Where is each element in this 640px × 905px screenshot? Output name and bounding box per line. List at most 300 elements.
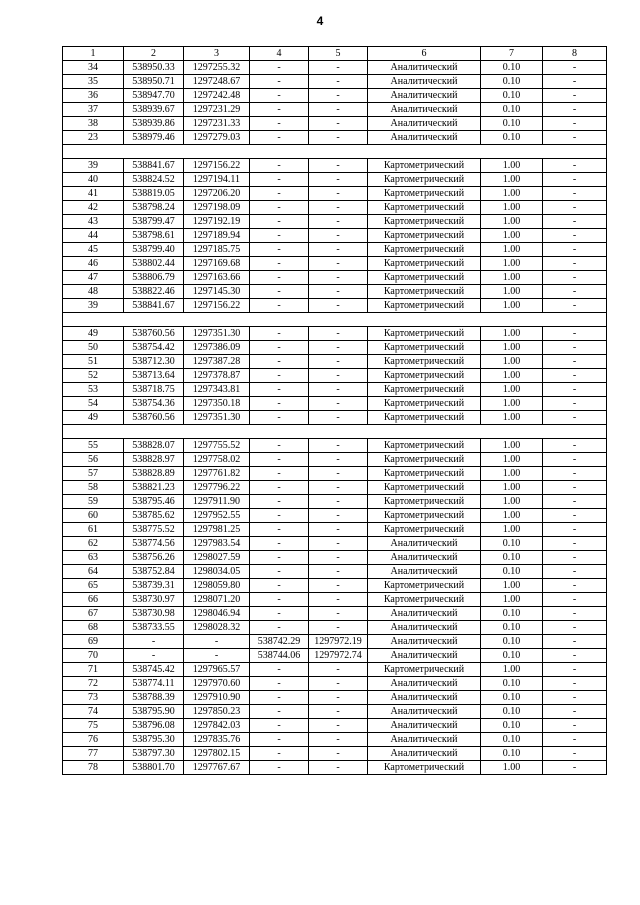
table-cell: 1297758.02 [184, 453, 250, 467]
table-cell: - [309, 61, 368, 75]
table-cell: 1297192.19 [184, 215, 250, 229]
table-cell: - [309, 285, 368, 299]
table-cell: 1.00 [481, 467, 543, 481]
table-cell: - [309, 229, 368, 243]
table-row [63, 523, 607, 537]
table-cell: - [543, 75, 607, 89]
table-cell: Картометрический [368, 411, 481, 425]
table-cell: 72 [63, 677, 124, 691]
table-cell: - [250, 75, 309, 89]
table-cell: - [543, 383, 607, 397]
table-cell: Картометрический [368, 467, 481, 481]
table-cell: 0.10 [481, 691, 543, 705]
table-cell: 65 [63, 579, 124, 593]
table-cell: 1.00 [481, 355, 543, 369]
table-row [63, 215, 607, 229]
table-cell: - [250, 537, 309, 551]
table-cell: - [309, 187, 368, 201]
table-cell: 538745.42 [124, 663, 184, 677]
table-cell: 538718.75 [124, 383, 184, 397]
table-cell: 538822.46 [124, 285, 184, 299]
table-cell: - [250, 61, 309, 75]
table-row [63, 747, 607, 761]
table-cell: 77 [63, 747, 124, 761]
table-cell: 1.00 [481, 509, 543, 523]
table-cell: 53 [63, 383, 124, 397]
table-cell: 538799.40 [124, 243, 184, 257]
table-cell: 1297242.48 [184, 89, 250, 103]
table-cell: 76 [63, 733, 124, 747]
table-cell: Аналитический [368, 117, 481, 131]
table-cell: - [309, 397, 368, 411]
table-cell: - [250, 117, 309, 131]
table-row [63, 131, 607, 145]
table-row [63, 271, 607, 285]
table-cell: - [309, 355, 368, 369]
coordinates-table [62, 46, 607, 775]
table-cell: 538712.30 [124, 355, 184, 369]
table-cell: - [250, 509, 309, 523]
table-cell: - [543, 537, 607, 551]
table-row [63, 663, 607, 677]
header-cell: 1 [63, 47, 124, 61]
table-cell: 538730.98 [124, 607, 184, 621]
table-cell: 538760.56 [124, 327, 184, 341]
table-cell: 538799.47 [124, 215, 184, 229]
table-cell: - [543, 705, 607, 719]
table-cell: 538828.97 [124, 453, 184, 467]
table-cell: - [250, 761, 309, 775]
table-cell: - [250, 719, 309, 733]
table-cell: 538754.36 [124, 397, 184, 411]
table-cell: - [250, 173, 309, 187]
table-cell: - [543, 719, 607, 733]
table-cell: 538752.84 [124, 565, 184, 579]
table-cell: - [309, 117, 368, 131]
table-cell: - [543, 173, 607, 187]
table-cell: 69 [63, 635, 124, 649]
table-row [63, 187, 607, 201]
table-cell: - [309, 327, 368, 341]
table-cell: - [543, 579, 607, 593]
table-cell: Картометрический [368, 523, 481, 537]
table-cell: 1297206.20 [184, 187, 250, 201]
table-cell: - [250, 89, 309, 103]
table-cell: - [250, 621, 309, 635]
table-cell: 538744.06 [250, 649, 309, 663]
table-cell: Картометрический [368, 439, 481, 453]
table-cell: 55 [63, 439, 124, 453]
table-cell: 538798.61 [124, 229, 184, 243]
table-cell: - [543, 341, 607, 355]
table-cell: - [543, 747, 607, 761]
table-cell: Аналитический [368, 537, 481, 551]
table-cell: Картометрический [368, 341, 481, 355]
table-cell: 56 [63, 453, 124, 467]
table-row [63, 621, 607, 635]
table-cell: Аналитический [368, 635, 481, 649]
table-cell: - [309, 131, 368, 145]
table-cell: - [309, 677, 368, 691]
table-cell: - [309, 257, 368, 271]
table-cell: 1298027.59 [184, 551, 250, 565]
table-cell: 1297248.67 [184, 75, 250, 89]
table-cell: 0.10 [481, 117, 543, 131]
table-cell: - [124, 649, 184, 663]
table-cell: 0.10 [481, 677, 543, 691]
table-cell: Картометрический [368, 509, 481, 523]
table-cell: 1297194.11 [184, 173, 250, 187]
table-cell: 538733.55 [124, 621, 184, 635]
table-row [63, 229, 607, 243]
table-cell: 1297835.76 [184, 733, 250, 747]
table-cell: - [543, 495, 607, 509]
table-cell: 1297761.82 [184, 467, 250, 481]
table-cell: - [250, 677, 309, 691]
table-cell: 538802.44 [124, 257, 184, 271]
table-cell: - [543, 215, 607, 229]
table-cell: - [309, 103, 368, 117]
table-cell: 61 [63, 523, 124, 537]
table-row [63, 355, 607, 369]
table-cell: Картометрический [368, 187, 481, 201]
table-cell: - [250, 663, 309, 677]
table-cell: 1297767.67 [184, 761, 250, 775]
table-cell: - [543, 187, 607, 201]
table-cell: 1298059.80 [184, 579, 250, 593]
table-row [63, 691, 607, 705]
table-cell: 1297983.54 [184, 537, 250, 551]
table-cell: 538788.39 [124, 691, 184, 705]
table-cell: 71 [63, 663, 124, 677]
table-cell: 1298034.05 [184, 565, 250, 579]
table-cell: 49 [63, 411, 124, 425]
table-cell: 1.00 [481, 593, 543, 607]
table-row [63, 453, 607, 467]
table-row [63, 173, 607, 187]
table-cell: - [250, 159, 309, 173]
table-cell: - [543, 481, 607, 495]
table-cell: 1297198.09 [184, 201, 250, 215]
table-cell: Картометрический [368, 495, 481, 509]
table-cell: 52 [63, 369, 124, 383]
table-cell: 538756.26 [124, 551, 184, 565]
table-cell: 1.00 [481, 663, 543, 677]
table-cell: 1297169.68 [184, 257, 250, 271]
table-cell: 67 [63, 607, 124, 621]
table-cell: Аналитический [368, 551, 481, 565]
table-cell: - [250, 733, 309, 747]
table-cell: Аналитический [368, 565, 481, 579]
table-cell: - [543, 649, 607, 663]
table-row [63, 397, 607, 411]
table-cell: 0.10 [481, 747, 543, 761]
table-cell: 1.00 [481, 761, 543, 775]
table-cell: - [250, 355, 309, 369]
table-row [63, 299, 607, 313]
header-cell: 3 [184, 47, 250, 61]
table-cell: Аналитический [368, 607, 481, 621]
table-row [63, 75, 607, 89]
table-cell: 1.00 [481, 215, 543, 229]
table-cell: - [309, 663, 368, 677]
table-cell: 0.10 [481, 607, 543, 621]
table-cell: 538739.31 [124, 579, 184, 593]
table-cell: 64 [63, 565, 124, 579]
table-cell: - [309, 369, 368, 383]
table-cell: Картометрический [368, 593, 481, 607]
table-cell: Картометрический [368, 201, 481, 215]
table-cell: - [543, 691, 607, 705]
table-cell: 0.10 [481, 705, 543, 719]
table-cell: - [543, 201, 607, 215]
table-cell: - [250, 271, 309, 285]
table-cell: 538785.62 [124, 509, 184, 523]
table-cell: - [309, 89, 368, 103]
table-cell: - [250, 579, 309, 593]
table-cell: Аналитический [368, 649, 481, 663]
table-row [63, 117, 607, 131]
table-row [63, 649, 607, 663]
table-cell: 1297351.30 [184, 327, 250, 341]
table-cell: 57 [63, 467, 124, 481]
table-cell: Аналитический [368, 719, 481, 733]
table-cell: 0.10 [481, 551, 543, 565]
table-cell: 1.00 [481, 439, 543, 453]
table-cell: 39 [63, 299, 124, 313]
table-cell: - [543, 621, 607, 635]
table-cell: 59 [63, 495, 124, 509]
table-row [63, 439, 607, 453]
table-row [63, 593, 607, 607]
table-cell: 1297972.19 [309, 635, 368, 649]
table-cell: 0.10 [481, 635, 543, 649]
table-cell: 63 [63, 551, 124, 565]
table-cell: 1.00 [481, 481, 543, 495]
table-row [63, 607, 607, 621]
table-cell: 40 [63, 173, 124, 187]
table-cell: 1297156.22 [184, 299, 250, 313]
table-cell: 538801.70 [124, 761, 184, 775]
table-cell: 1297796.22 [184, 481, 250, 495]
table-row [63, 103, 607, 117]
table-cell: - [543, 89, 607, 103]
table-row [63, 257, 607, 271]
table-cell: Картометрический [368, 229, 481, 243]
table-cell: 35 [63, 75, 124, 89]
table-cell: Аналитический [368, 61, 481, 75]
table-cell: - [250, 299, 309, 313]
table-cell: Аналитический [368, 691, 481, 705]
table-cell: 62 [63, 537, 124, 551]
table-cell: - [543, 523, 607, 537]
table-cell: 1298071.20 [184, 593, 250, 607]
table-cell: - [543, 761, 607, 775]
table-cell: - [543, 397, 607, 411]
table-cell: 75 [63, 719, 124, 733]
table-cell: 37 [63, 103, 124, 117]
table-cell: - [309, 691, 368, 705]
table-cell: 60 [63, 509, 124, 523]
table-cell: 1297952.55 [184, 509, 250, 523]
separator-cell [63, 313, 607, 327]
table-row [63, 719, 607, 733]
table-cell: - [543, 103, 607, 117]
table-cell: 1297387.28 [184, 355, 250, 369]
table-cell: 1.00 [481, 229, 543, 243]
table-cell: 538950.33 [124, 61, 184, 75]
table-cell: - [309, 467, 368, 481]
table-cell: - [250, 187, 309, 201]
table-cell: Картометрический [368, 369, 481, 383]
table-cell: 538828.07 [124, 439, 184, 453]
table-row [63, 411, 607, 425]
table-cell: - [309, 243, 368, 257]
table-cell: - [309, 621, 368, 635]
table-cell: - [184, 635, 250, 649]
table-cell: - [250, 607, 309, 621]
table-cell: - [543, 327, 607, 341]
table-cell: 58 [63, 481, 124, 495]
table-cell: 538828.89 [124, 467, 184, 481]
table-cell: Картометрический [368, 481, 481, 495]
table-cell: 48 [63, 285, 124, 299]
table-cell: - [309, 383, 368, 397]
table-cell: Картометрический [368, 663, 481, 677]
table-cell: - [309, 215, 368, 229]
table-row [63, 285, 607, 299]
table-cell: 0.10 [481, 537, 543, 551]
table-cell: 1297156.22 [184, 159, 250, 173]
table-cell: 1.00 [481, 257, 543, 271]
table-cell: 1297185.75 [184, 243, 250, 257]
table-cell: 73 [63, 691, 124, 705]
table-cell: 44 [63, 229, 124, 243]
header-cell: 5 [309, 47, 368, 61]
table-cell: 1.00 [481, 243, 543, 257]
table-cell: - [250, 397, 309, 411]
table-cell: Аналитический [368, 705, 481, 719]
table-cell: - [543, 285, 607, 299]
table-row [63, 551, 607, 565]
table-cell: - [309, 299, 368, 313]
table-cell: 1.00 [481, 453, 543, 467]
separator-row [63, 425, 607, 439]
table-cell: 1.00 [481, 495, 543, 509]
separator-cell [63, 425, 607, 439]
table-cell: 1.00 [481, 579, 543, 593]
table-cell: 538775.52 [124, 523, 184, 537]
table-cell: - [309, 747, 368, 761]
table-cell: 538774.56 [124, 537, 184, 551]
table-cell: 1298046.94 [184, 607, 250, 621]
table-cell: 0.10 [481, 719, 543, 733]
table-cell: Аналитический [368, 733, 481, 747]
table-cell: 46 [63, 257, 124, 271]
table-cell: 1297231.29 [184, 103, 250, 117]
table-cell: 538760.56 [124, 411, 184, 425]
table-cell: 538797.30 [124, 747, 184, 761]
table-cell: - [250, 131, 309, 145]
table-cell: 1297981.25 [184, 523, 250, 537]
table-cell: Аналитический [368, 75, 481, 89]
table-cell: - [250, 243, 309, 257]
table-cell: - [250, 551, 309, 565]
table-cell: Картометрический [368, 761, 481, 775]
table-cell: Аналитический [368, 677, 481, 691]
table-cell: 1297850.23 [184, 705, 250, 719]
table-cell: - [250, 705, 309, 719]
table-cell: 70 [63, 649, 124, 663]
table-cell: - [250, 369, 309, 383]
table-cell: Картометрический [368, 355, 481, 369]
table-cell: Картометрический [368, 215, 481, 229]
table-cell: - [543, 131, 607, 145]
table-cell: - [543, 607, 607, 621]
table-cell: - [543, 355, 607, 369]
table-row [63, 495, 607, 509]
table-cell: - [250, 411, 309, 425]
table-row [63, 677, 607, 691]
table-cell: 538742.29 [250, 635, 309, 649]
table-cell: - [250, 495, 309, 509]
table-cell: 1298028.32 [184, 621, 250, 635]
table-row [63, 89, 607, 103]
table-cell: 538754.42 [124, 341, 184, 355]
table-cell: - [250, 467, 309, 481]
table-cell: - [543, 257, 607, 271]
table-cell: - [250, 257, 309, 271]
table-cell: Аналитический [368, 103, 481, 117]
table-row [63, 61, 607, 75]
table-row [63, 565, 607, 579]
table-row [63, 159, 607, 173]
table-cell: 1297386.09 [184, 341, 250, 355]
table-cell: 538939.67 [124, 103, 184, 117]
table-cell: Аналитический [368, 621, 481, 635]
table-cell: 1.00 [481, 187, 543, 201]
table-row [63, 201, 607, 215]
table-row [63, 467, 607, 481]
table-cell: - [250, 103, 309, 117]
table-cell: - [309, 159, 368, 173]
table-cell: - [543, 229, 607, 243]
header-cell: 8 [543, 47, 607, 61]
table-cell: 538979.46 [124, 131, 184, 145]
table-cell: Картометрический [368, 257, 481, 271]
table-cell: 1297279.03 [184, 131, 250, 145]
table-cell: - [250, 691, 309, 705]
table-cell: 1297351.30 [184, 411, 250, 425]
table-cell: 538821.23 [124, 481, 184, 495]
table-cell: 538806.79 [124, 271, 184, 285]
table-cell: - [543, 733, 607, 747]
table-row [63, 509, 607, 523]
table-cell: 50 [63, 341, 124, 355]
table-cell: 1.00 [481, 285, 543, 299]
table-cell: - [543, 453, 607, 467]
table-row [63, 369, 607, 383]
table-cell: - [250, 481, 309, 495]
table-cell: 1297189.94 [184, 229, 250, 243]
table-cell: 54 [63, 397, 124, 411]
table-cell: 0.10 [481, 649, 543, 663]
table-cell: 78 [63, 761, 124, 775]
table-cell: 538824.52 [124, 173, 184, 187]
table-cell: - [309, 173, 368, 187]
table-cell: - [250, 593, 309, 607]
table-cell: 1.00 [481, 159, 543, 173]
